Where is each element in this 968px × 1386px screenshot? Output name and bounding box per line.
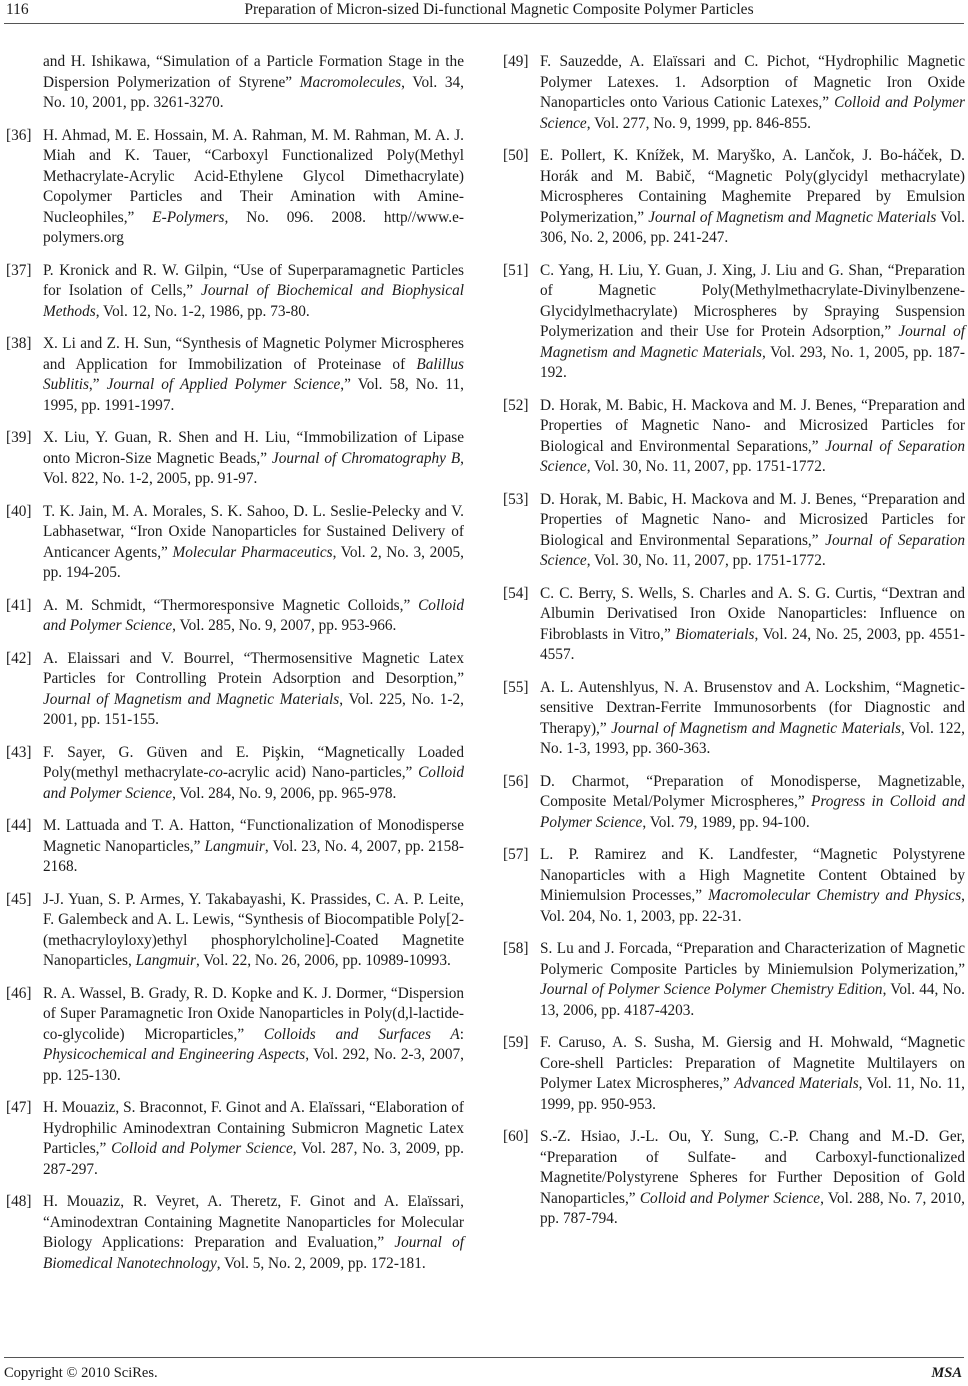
reference-segment: , Vol. 225, No. 1-2, 2001, pp. 151-155.: [43, 690, 464, 728]
reference-number: [60]: [503, 1128, 529, 1145]
reference-entry: [6, 428, 464, 490]
reference-segment: ,” Vol. 58, No. 11, 1995, pp. 1991-1997.: [43, 376, 464, 414]
reference-segment: , Vol. 284, No. 9, 2006, pp. 965-978.: [172, 784, 397, 802]
reference-entry: [503, 261, 965, 384]
reference-segment: , Vol. 292, No. 2-3, 2007, pp. 125-130.: [43, 1046, 465, 1084]
reference-number: [59]: [503, 1034, 529, 1051]
reference-text: [540, 773, 965, 831]
reference-segment: , Vol. 79, 1989, pp. 94-100.: [642, 813, 810, 831]
reference-text: [540, 262, 965, 382]
reference-segment: and H. Ishikawa, “Simulation of a Particle Formation Stage in the Dispersion Polymerization of Styrene”: [43, 53, 464, 91]
reference-segment: S.-Z. Hsiao, J.-L. Ou, Y. Sung, C.-P. Chang and M.-D. Ger, “Preparation of Sulfate- and Carboxyl-functionalized Magnetite/Polystyrene Spheres for Further Deposition of Gold Nanoparticles,”: [540, 1128, 965, 1207]
reference-text: [43, 1193, 464, 1272]
reference-entry: [503, 146, 965, 249]
reference-number: [39]: [6, 429, 32, 446]
footer-rule: [4, 1357, 964, 1358]
reference-segment: P. Kronick and R. W. Gilpin, “Use of Superparamagnetic Particles for Isolation of Cells,”: [43, 261, 464, 299]
reference-entry: [503, 1127, 965, 1230]
reference-text: [540, 491, 965, 570]
reference-number: [42]: [6, 649, 32, 667]
reference-segment: X. Liu, Y. Guan, R. Shen and H. Liu, “Immobilization of Lipase onto Micron-Size Magnetic Beads,”: [43, 429, 464, 467]
reference-number: [41]: [6, 596, 32, 614]
reference-italic-segment: Colloid and Polymer Science: [111, 1140, 293, 1157]
reference-entry: [503, 584, 965, 666]
reference-segment: No. 096. 2008. http//www.e-polymers.org: [43, 208, 464, 246]
reference-text: [540, 940, 965, 1019]
reference-entry: [6, 126, 464, 249]
reference-italic-segment: Macromolecules: [299, 73, 402, 91]
reference-segment: A. M. Schmidt, “Thermoresponsive Magnetic Colloids,”: [43, 596, 419, 614]
reference-italic-segment: E-Polymers,: [152, 208, 229, 226]
reference-text: [43, 597, 464, 635]
reference-entry: [6, 890, 464, 972]
reference-segment: R. A. Wassel, B. Grady, R. D. Kopke and K. J. Dormer, “Dispersion of Super Paramagnetic Iron Oxide Nanoparticles in Poly(d,l-lactide-co-glycolide) Microparticles,”: [43, 984, 464, 1043]
reference-entry: [503, 396, 965, 478]
reference-entry: [503, 490, 965, 572]
reference-italic-segment: Colloid and Polymer Science: [639, 1189, 821, 1207]
reference-italic-segment: Journal of Biochemical and Biophysical Methods: [43, 282, 464, 320]
reference-number: [51]: [503, 261, 529, 279]
reference-entry: [503, 845, 965, 927]
reference-number: [49]: [503, 53, 529, 70]
copyright-notice: Copyright © 2010 SciRes.: [4, 1365, 158, 1381]
reference-italic-segment: Balillus Sublitis: [43, 355, 464, 393]
reference-entry: [503, 52, 965, 134]
reference-italic-segment: Journal of Applied Polymer Science: [106, 376, 341, 393]
reference-number: [36]: [6, 126, 32, 144]
reference-segment: F. Sauzedde, A. Elaïssari and C. Pichot, “Hydrophilic Magnetic Polymer Latexes. 1. Adsorption of Magnetic Iron Oxide Nanoparticles onto Various Cationic Latexes,”: [540, 53, 965, 111]
reference-segment: , Vol. 288, No. 7, 2010, pp. 787-794.: [540, 1189, 965, 1227]
reference-segment: C. C. Berry, S. Wells, S. Charles and A. S. G. Curtis, “Dextran and Albumin Derivatised Iron Oxide Nanoparticles: Influence on Fibroblasts in Vitro,”: [540, 584, 965, 643]
reference-text: [43, 985, 464, 1084]
reference-number: [47]: [6, 1099, 32, 1116]
reference-segment: L. P. Ramirez and K. Landfester, “Magnetic Polystyrene Nanoparticles with a High Magnetite Content Obtained by Miniemulsion Processes,”: [540, 846, 965, 904]
running-title: Preparation of Micron-sized Di-functional Magnetic Composite Polymer Particles: [244, 1, 754, 18]
header-rule: [4, 23, 964, 24]
reference-text: [43, 744, 464, 802]
reference-segment: C. Yang, H. Liu, Y. Guan, J. Xing, J. Liu and G. Shan, “Preparation of Magnetic Poly(Methylmethacrylate-Divinylbenzene-Glycidylmethacrylate) Microspheres by Spraying Suspension Polymerization and their Use for Protein Adsorption,”: [540, 261, 965, 340]
reference-italic-segment: Journal of Biomedical Nanotechnology: [43, 1234, 464, 1272]
reference-segment: H. Ahmad, M. E. Hossain, M. A. Rahman, M. M. Rahman, M. A. J. Miah and K. Tauer, “Carboxyl Functionalized Poly(Methyl Methacrylate-Acrylic Acid-Ethylene Glycol Dimethacrylate) Copolymer Particles and Their Amination with Amine-Nucleophiles,”: [43, 126, 464, 226]
reference-segment: , Vol. 30, No. 11, 2007, pp. 1751-1772.: [586, 552, 826, 569]
reference-text: [540, 147, 965, 246]
reference-segment: Vol. 293, No. 1, 2005, pp. 187-192.: [540, 343, 965, 381]
reference-segment: , Vol. 277, No. 9, 1999, pp. 846-855.: [586, 114, 811, 132]
reference-number: [43]: [6, 743, 32, 761]
page-number: 116: [6, 1, 29, 18]
reference-entry: [503, 1033, 965, 1115]
reference-segment: ,”: [88, 376, 107, 393]
reference-segment: D. Horak, M. Babic, H. Mackova and M. J. Benes, “Preparation and Properties of Magnetic Nano- and Microsized Particles for Biological and Environmental Separations,”: [540, 396, 965, 455]
reference-segment: , Vol. 122, No. 1-3, 1993, pp. 360-363.: [540, 719, 966, 757]
reference-number: [45]: [6, 890, 32, 908]
reference-text: [43, 503, 464, 582]
reference-entry: [503, 939, 965, 1021]
reference-segment: S. Lu and J. Forcada, “Preparation and Characterization of Magnetic Polymeric Composite Particles by Miniemulsion Polymerization,”: [540, 940, 965, 978]
reference-italic-segment: Advanced Materials: [734, 1075, 859, 1092]
reference-number: [52]: [503, 396, 529, 414]
reference-text: [43, 1099, 464, 1178]
reference-text: [43, 127, 464, 247]
reference-segment: T. K. Jain, M. A. Morales, S. K. Sahoo, D. L. Seslie-Pelecky and V. Labhasetwar, “Iron Oxide Nanoparticles for Sustained Delivery of Anticancer Agents,”: [43, 502, 464, 561]
reference-segment: , Vol. 23, No. 4, 2007, pp. 2158-2168.: [43, 837, 464, 875]
reference-italic-segment: Colloid and Polymer Science: [540, 94, 965, 132]
reference-text: [540, 1034, 965, 1113]
reference-number: [55]: [503, 678, 529, 696]
reference-italic-segment: Journal of Magnetism and Magnetic Materials,: [540, 323, 965, 361]
reference-segment: , Vol. 204, No. 1, 2003, pp. 22-31.: [540, 887, 965, 925]
reference-segment: F. Sayer, G. Güven and E. Pişkin, “Magnetically Loaded Poly(methyl methacrylate-: [43, 743, 464, 781]
reference-italic-segment: Journal of Separation Science: [540, 531, 965, 569]
reference-number: [40]: [6, 502, 32, 520]
reference-segment: H. Mouaziz, R. Veyret, A. Theretz, F. Ginot and A. Elaïssari, “Aminodextran Containing Magnetite Nanoparticles for Molecular Biology Applications: Preparation and Evaluation,”: [43, 1193, 464, 1251]
reference-italic-segment: co: [208, 764, 223, 781]
journal-abbreviation: MSA: [931, 1365, 962, 1381]
reference-segment: , Vol. 285, No. 9, 2007, pp. 953-966.: [172, 617, 397, 634]
reference-number: [37]: [6, 261, 32, 279]
reference-entry: [503, 678, 965, 760]
reference-text: [43, 262, 464, 320]
reference-segment: , Vol. 44, No. 13, 2006, pp. 4187-4203.: [540, 981, 965, 1019]
reference-italic-segment: Biomaterials: [675, 625, 755, 643]
reference-text: [43, 53, 464, 111]
reference-entry: [6, 1098, 464, 1180]
reference-entry: [6, 984, 464, 1087]
reference-entry: [6, 502, 464, 584]
reference-segment: , Vol. 287, No. 3, 2009, pp. 287-297.: [43, 1140, 465, 1178]
reference-text: [540, 846, 965, 925]
reference-text: [43, 817, 464, 875]
reference-italic-segment: Journal of Chromatography B: [271, 449, 461, 467]
reference-italic-segment: Journal of Magnetism and Magnetic Materials: [43, 690, 340, 708]
reference-segment: E. Pollert, K. Knížek, M. Maryško, A. Lančok, J. Bo-háček, D. Horák and M. Babič, “Magnetic Poly(glycidyl methacrylate) Microspheres Containing Maghemite Prepared by Emulsion Polymerization,”: [540, 147, 965, 226]
reference-segment: J-J. Yuan, S. P. Armes, Y. Takabayashi, K. Prassides, C. A. P. Leite, F. Galembeck and A. L. Lewis, “Synthesis of Biocompatible Poly[2-(methacryloyloxy)ethyl phosphorylcholine]-Coated Magnetite Nanoparticles,: [43, 890, 464, 969]
reference-segment: , Vol. 34, No. 10, 2001, pp. 3261-3270.: [43, 73, 464, 111]
reference-segment: -acrylic acid) Nano-particles,”: [222, 764, 419, 781]
reference-segment: X. Li and Z. H. Sun, “Synthesis of Magnetic Polymer Microspheres and Application for Immobilization of Proteinase of: [43, 335, 464, 373]
reference-number: [50]: [503, 147, 529, 164]
reference-text: [43, 891, 464, 970]
reference-text: [43, 335, 464, 414]
reference-segment: , Vol. 24, No. 25, 2003, pp. 4551-4557.: [540, 625, 965, 663]
reference-italic-segment: Macromolecular Chemistry and Physics: [708, 887, 962, 904]
reference-text: [540, 1128, 965, 1227]
reference-italic-segment: Physicochemical and Engineering Aspects: [43, 1046, 306, 1063]
reference-segment: A. L. Autenshlyus, N. A. Brusenstov and A. Lockshim, “Magnetic-sensitive Dextran-Ferrite Immunosorbents (for Diagnostic and Therapy),”: [540, 678, 965, 737]
reference-segment: H. Mouaziz, S. Braconnot, F. Ginot and A. Elaïssari, “Elaboration of Hydrophilic Aminodextran Containing Submicron Magnetic Latex Particles,”: [43, 1099, 464, 1157]
page-header: [0, 0, 968, 22]
reference-italic-segment: Molecular Pharmaceutics: [172, 543, 333, 561]
reference-entry: [6, 261, 464, 323]
reference-number: [48]: [6, 1193, 32, 1210]
reference-italic-segment: Langmuir: [135, 952, 196, 969]
reference-segment: D. Charmot, “Preparation of Monodisperse, Magnetizable, Composite Metal/Polymer Microspheres,”: [540, 772, 965, 810]
reference-italic-segment: Journal of Magnetism and Magnetic Materials: [611, 719, 901, 737]
reference-number: [57]: [503, 846, 529, 863]
reference-entry: [6, 334, 464, 416]
reference-number: [38]: [6, 335, 32, 352]
reference-italic-segment: Colloid and Polymer Science: [43, 764, 464, 802]
reference-text: [540, 679, 965, 758]
reference-segment: , Vol. 30, No. 11, 2007, pp. 1751-1772.: [586, 458, 826, 475]
reference-text: [43, 429, 464, 487]
reference-segment: , Vol. 22, No. 26, 2006, pp. 10989-10993.: [195, 952, 451, 969]
reference-segment: , Vol. 12, No. 1-2, 1986, pp. 73-80.: [95, 302, 310, 320]
reference-number: [53]: [503, 490, 529, 508]
reference-segment: :: [459, 1025, 464, 1043]
reference-number: [58]: [503, 940, 529, 957]
reference-number: [56]: [503, 772, 529, 790]
reference-entry: [6, 596, 464, 637]
page-footer: [0, 1357, 968, 1379]
reference-segment: D. Horak, M. Babic, H. Mackova and M. J. Benes, “Preparation and Properties of Magnetic Nano- and Microsized Particles for Biological and Environmental Separations,”: [540, 490, 965, 549]
reference-text: [540, 53, 965, 132]
reference-entry: [503, 772, 965, 834]
reference-number: [54]: [503, 584, 529, 602]
reference-italic-segment: Progress in Colloid and Polymer Science: [540, 793, 966, 831]
reference-column-left: [6, 52, 464, 1286]
reference-segment: , Vol. 5, No. 2, 2009, pp. 172-181.: [216, 1254, 426, 1272]
reference-italic-segment: Journal of Magnetism and Magnetic Materials: [648, 208, 937, 226]
reference-segment: A. Elaissari and V. Bourrel, “Thermosensitive Magnetic Latex Particles for Controlling Protein Adsorption and Desorption,”: [43, 649, 464, 687]
reference-italic-segment: Colloids and Surfaces A: [263, 1025, 460, 1043]
reference-text: [540, 397, 965, 476]
reference-segment: F. Caruso, A. S. Susha, M. Giersig and H. Mohwald, “Magnetic Core-shell Particles: Preparation of Magnetite Multilayers on Polymer Latex Microspheres,”: [540, 1034, 965, 1092]
reference-entry: [6, 649, 464, 731]
reference-column-right: [503, 52, 965, 1242]
reference-segment: M. Lattuada and T. A. Hatton, “Functionalization of Monodisperse Magnetic Nanoparticles,”: [43, 817, 464, 855]
reference-italic-segment: Colloid and Polymer Science: [43, 596, 464, 634]
reference-entry: [6, 743, 464, 805]
reference-text: [43, 650, 464, 729]
reference-continuation: [6, 52, 464, 114]
reference-number: [44]: [6, 817, 32, 834]
reference-number: [46]: [6, 984, 32, 1002]
reference-italic-segment: Langmuir: [204, 837, 265, 855]
reference-segment: Vol. 306, No. 2, 2006, pp. 241-247.: [540, 208, 965, 246]
reference-entry: [6, 816, 464, 878]
reference-entry: [6, 1192, 464, 1274]
reference-segment: , Vol. 2, No. 3, 2005, pp. 194-205.: [43, 543, 464, 581]
reference-text: [540, 585, 965, 664]
reference-italic-segment: Journal of Polymer Science Polymer Chemistry Edition: [540, 981, 883, 998]
reference-segment: , Vol. 822, No. 1-2, 2005, pp. 91-97.: [43, 449, 464, 487]
reference-segment: , Vol. 11, No. 11, 1999, pp. 950-953.: [540, 1075, 965, 1113]
reference-italic-segment: Journal of Separation Science: [540, 437, 965, 475]
